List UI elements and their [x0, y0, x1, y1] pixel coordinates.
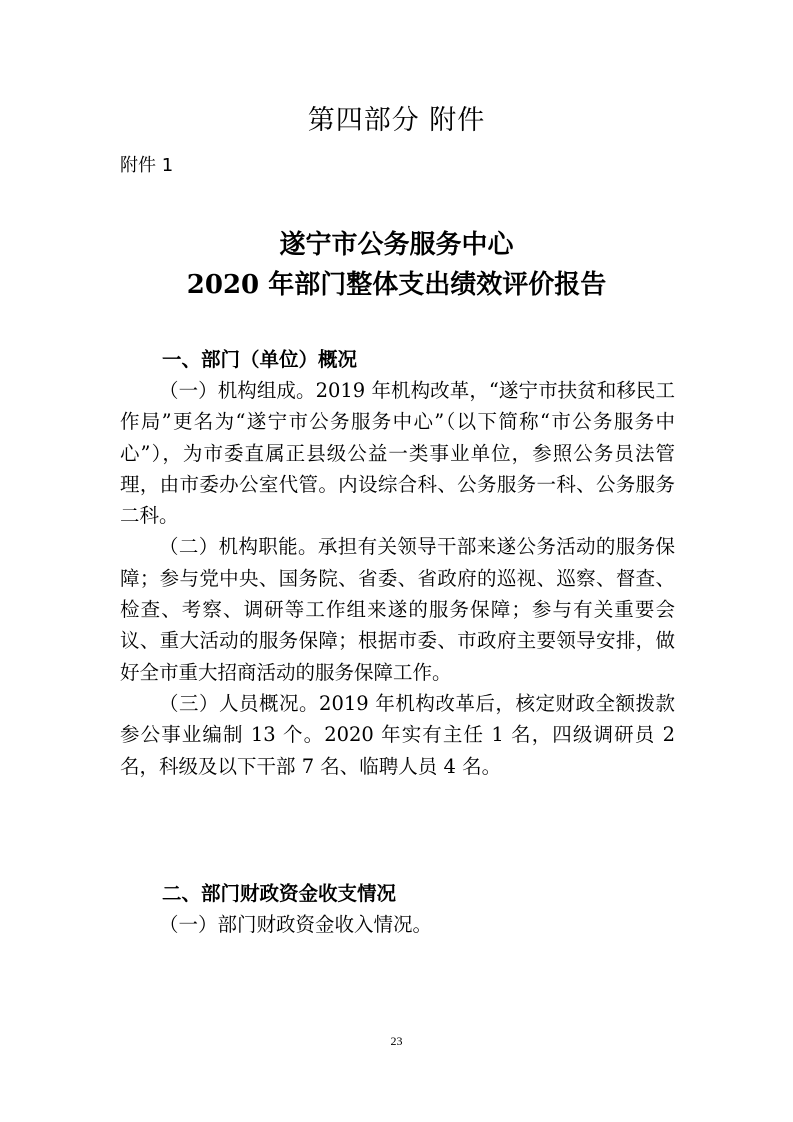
section-heading-finance: 二、部门财政资金收支情况	[162, 882, 397, 905]
section-body-overview	[120, 375, 675, 782]
paragraph-income: （一）部门财政资金收入情况。	[159, 913, 433, 936]
paragraph-organization: （一）机构组成。2019 年机构改革，“遂宁市扶贫和移民工作局”更名为“遂宁市公务服务中心”（以下简称“市公务服务中心”），为市委直属正县级公益一类事业单位，参照公务员法管理，由市委办公室代管。内设综合科、公务服务一科、公务服务二科。	[120, 379, 675, 528]
paragraph-functions: （二）机构职能。承担有关领导干部来遂公务活动的服务保障；参与党中央、国务院、省委、省政府的巡视、巡察、督查、检查、考察、调研等工作组来遂的服务保障；参与有关重要会议、重大活动的服务保障；根据市委、市政府主要领导安排，做好全市重大招商活动的服务保障工作。	[120, 535, 675, 684]
report-title-line1: 遂宁市公务服务中心	[279, 230, 514, 260]
page-number: 23	[390, 1034, 403, 1048]
section-body-finance	[120, 909, 675, 940]
paragraph-personnel: （三）人员概况。2019 年机构改革后，核定财政全额拨款参公事业编制 13 个。2020 年实有主任 1 名，四级调研员 2 名，科级及以下干部 7 名、临聘人员 4 名。	[120, 691, 675, 778]
section-heading-overview: 一、部门（单位）概况	[162, 348, 358, 371]
report-title-line2: 2020 年部门整体支出绩效评价报告	[186, 270, 607, 300]
part-title: 第四部分 附件	[307, 105, 486, 136]
attachment-label: 附件 1	[120, 155, 174, 176]
